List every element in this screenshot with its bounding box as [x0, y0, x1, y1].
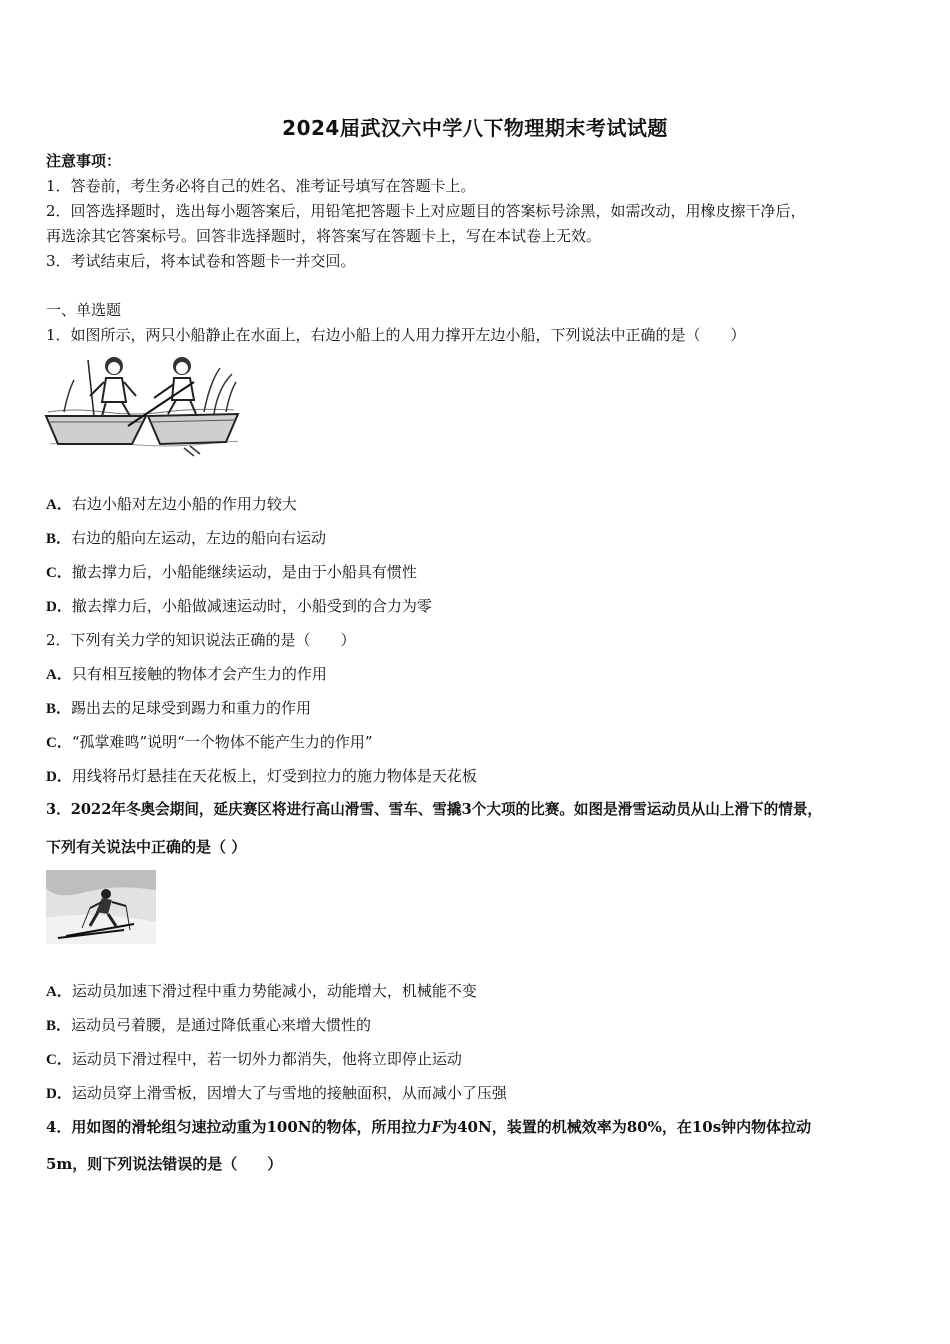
notice-item: 2．回答选择题时，选出每小题答案后，用铅笔把答题卡上对应题目的答案标号涂黑，如需改动，用橡皮擦干净后，: [46, 202, 806, 220]
option[interactable]: [46, 732, 373, 753]
option-letter: B．: [46, 1018, 72, 1034]
question-4-text: 为40N，装置的机械效率为80%，在10s钟内物体拉动: [442, 1118, 812, 1136]
section-heading: 一、单选题: [46, 301, 122, 319]
skier-figure: [46, 870, 156, 944]
option[interactable]: [46, 1015, 371, 1036]
question-1-stem: 1．如图所示，两只小船静止在水面上，右边小船上的人用力撑开左边小船，下列说法中正确的是（ ）: [46, 326, 746, 344]
boats-figure: [44, 352, 240, 460]
option-text: “孤掌难鸣”说明“一个物体不能产生力的作用”: [71, 733, 373, 751]
option[interactable]: [46, 1049, 462, 1070]
question-4-text: 4．用如图的滑轮组匀速拉动重为100N的物体，所用拉力: [46, 1118, 432, 1136]
option[interactable]: [46, 1083, 507, 1104]
option[interactable]: [46, 766, 477, 787]
notice-item: 再选涂其它答案标号。回答非选择题时，将答案写在答题卡上，写在本试卷上无效。: [46, 227, 602, 245]
option-text: 右边的船向左运动，左边的船向右运动: [71, 529, 327, 547]
option-letter: B．: [46, 531, 72, 547]
option-text: 运动员穿上滑雪板，因增大了与雪地的接触面积，从而减小了压强: [71, 1084, 507, 1102]
option-text: 运动员弓着腰，是通过降低重心来增大惯性的: [71, 1016, 372, 1034]
option[interactable]: [46, 596, 432, 617]
option-letter: B．: [46, 701, 72, 717]
option-letter: C．: [46, 565, 72, 581]
option[interactable]: [46, 494, 297, 515]
question-3-stem-cont: 下列有关说法中正确的是（ ）: [46, 838, 247, 856]
option-letter: A．: [46, 667, 72, 683]
option-letter: D．: [46, 599, 72, 615]
option-text: 只有相互接触的物体才会产生力的作用: [71, 665, 327, 683]
option-letter: C．: [46, 1052, 72, 1068]
option-text: 踢出去的足球受到踢力和重力的作用: [71, 699, 312, 717]
notice-item: 1．答卷前，考生务必将自己的姓名、准考证号填写在答题卡上。: [46, 177, 476, 195]
option[interactable]: [46, 528, 326, 549]
option[interactable]: [46, 698, 311, 719]
option-text: 撤去撑力后，小船做减速运动时，小船受到的合力为零: [71, 597, 432, 615]
option[interactable]: [46, 981, 477, 1002]
question-3-stem: 3．2022年冬奥会期间，延庆赛区将进行高山滑雪、雪车、雪撬3个大项的比赛。如图是滑雪运动员从山上滑下的情景，: [46, 801, 823, 818]
option-text: 运动员加速下滑过程中重力势能减小，动能增大，机械能不变: [71, 982, 477, 1000]
option-text: 运动员下滑过程中，若一切外力都消失，他将立即停止运动: [71, 1050, 462, 1068]
option-letter: D．: [46, 769, 72, 785]
option[interactable]: [46, 664, 327, 685]
option-letter: A．: [46, 497, 72, 513]
question-2-stem: 2．下列有关力学的知识说法正确的是（ ）: [46, 631, 356, 649]
page-title: 2024届武汉六中学八下物理期末考试试题: [282, 116, 668, 140]
option[interactable]: [46, 562, 417, 583]
option-text: 用线将吊灯悬挂在天花板上，灯受到拉力的施力物体是天花板: [71, 767, 477, 785]
force-symbol: F: [431, 1118, 443, 1136]
notice-heading: 注意事项：: [46, 152, 122, 170]
option-text: 右边小船对左边小船的作用力较大: [71, 495, 297, 513]
question-4-stem: [46, 1117, 811, 1137]
option-letter: D．: [46, 1086, 72, 1102]
question-4-stem-cont: 5m，则下列说法错误的是（ ）: [46, 1155, 283, 1173]
option-text: 撤去撑力后，小船能继续运动，是由于小船具有惯性: [71, 563, 417, 581]
option-letter: C．: [46, 735, 72, 751]
notice-item: 3．考试结束后，将本试卷和答题卡一并交回。: [46, 252, 356, 270]
option-letter: A．: [46, 984, 72, 1000]
